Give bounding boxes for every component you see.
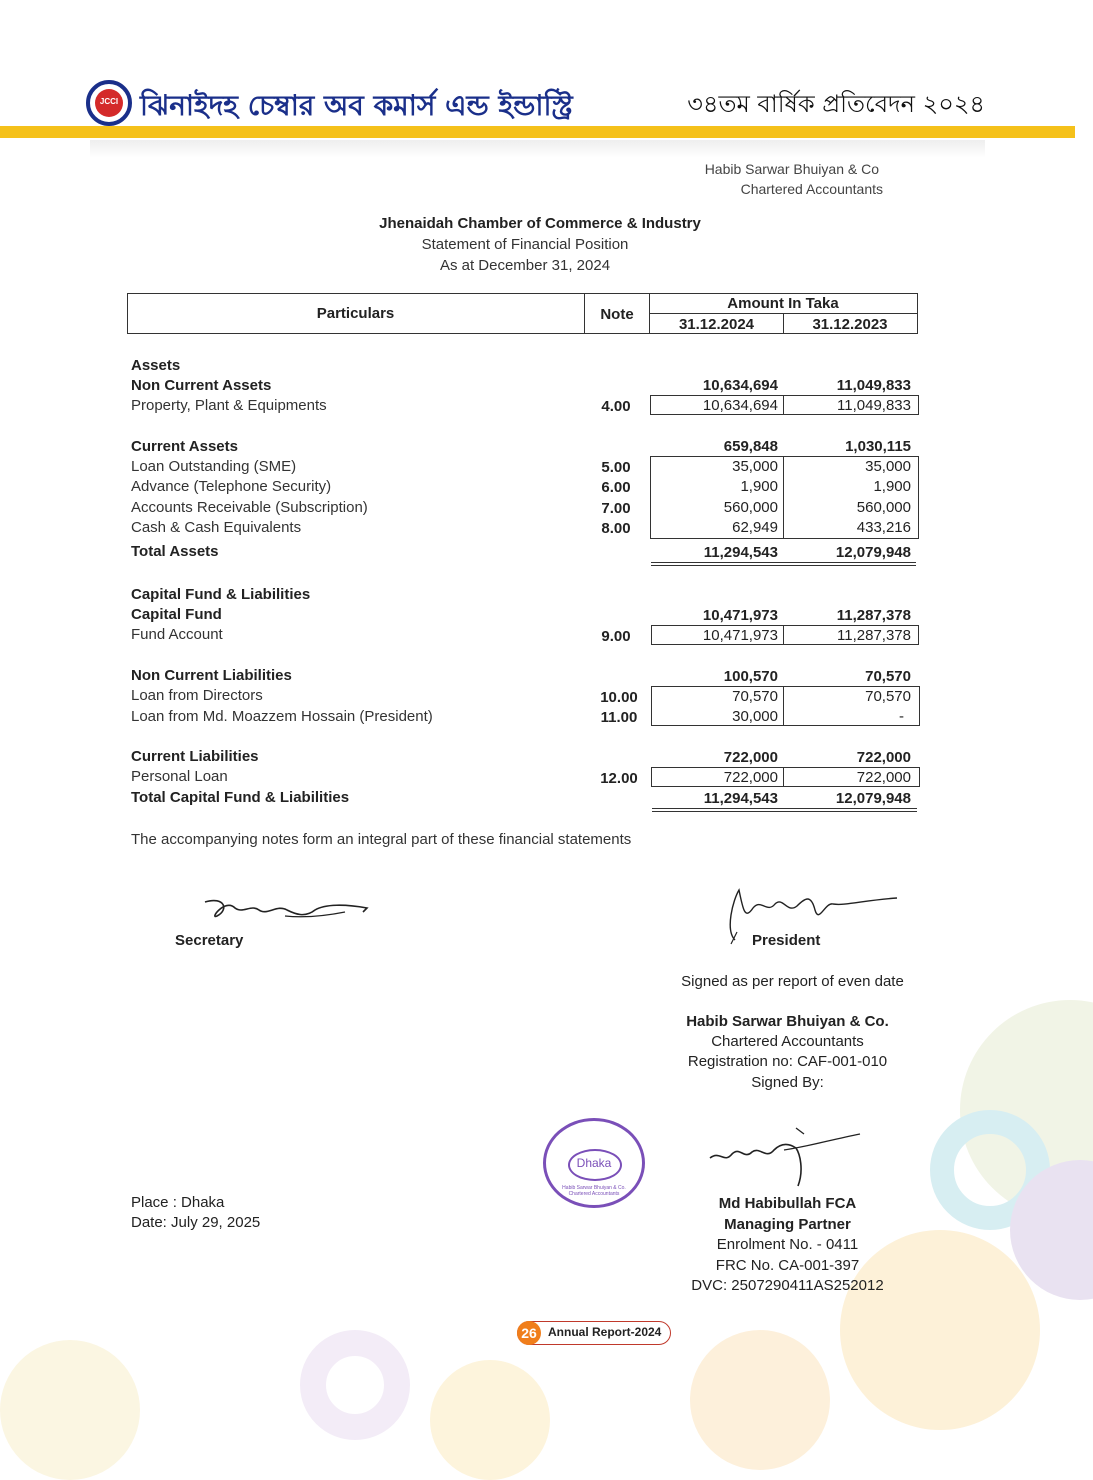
auditor-firm: Habib Sarwar Bhuiyan & Co. xyxy=(686,1013,889,1030)
row-label: Fund Account xyxy=(131,626,223,643)
row-label: Loan from Md. Moazzem Hossain (President) xyxy=(131,708,433,725)
partner-enrolment: Enrolment No. - 0411 xyxy=(716,1236,859,1253)
row-value-2023: 70,570 xyxy=(865,668,911,685)
row-value-2023: 433,216 xyxy=(856,519,911,536)
logo-text: JCCI xyxy=(99,97,119,106)
row-label: Current Assets xyxy=(131,438,238,455)
row-value-2023: 560,000 xyxy=(856,499,911,516)
statement-org: Jhenaidah Chamber of Commerce & Industry xyxy=(379,215,701,232)
secretary-signature xyxy=(195,890,375,930)
row-label: Total Assets xyxy=(131,543,219,560)
row-value-2023: 11,049,833 xyxy=(836,377,911,394)
auditor-type: Chartered Accountants xyxy=(711,1033,864,1050)
row-value-2024: 722,000 xyxy=(723,749,778,766)
double-underline xyxy=(651,562,916,563)
row-label: Total Capital Fund & Liabilities xyxy=(131,789,350,806)
stamp-center-text: Dhaka xyxy=(576,1156,612,1170)
row-note: 4.00 xyxy=(601,398,631,415)
organization-title-bn: ঝিনাইদহ চেম্বার অব কমার্স এন্ড ইন্ডাস্ট্রি xyxy=(140,89,573,122)
header-col-2024: 31.12.2024 xyxy=(678,316,755,333)
double-underline xyxy=(651,565,916,566)
double-underline xyxy=(652,811,917,812)
row-label: Property, Plant & Equipments xyxy=(131,397,327,414)
row-note: 11.00 xyxy=(600,709,638,726)
header-particulars: Particulars xyxy=(316,305,395,322)
row-label: Current Liabilities xyxy=(131,748,259,765)
secretary-label: Secretary xyxy=(175,932,244,949)
row-value-2023: 722,000 xyxy=(856,769,911,786)
auditor-type-top: Chartered Accountants xyxy=(740,181,883,197)
row-note: 7.00 xyxy=(601,500,631,517)
place: Place : Dhaka xyxy=(131,1194,225,1211)
row-value-2023: 1,900 xyxy=(873,478,911,495)
partner-name: Md Habibullah FCA xyxy=(718,1195,857,1212)
header-col-2023: 31.12.2023 xyxy=(812,316,888,333)
row-label: Loan from Directors xyxy=(131,687,263,704)
statement-title: Statement of Financial Position xyxy=(421,236,629,253)
row-note: 5.00 xyxy=(601,459,631,476)
row-note: 8.00 xyxy=(601,520,631,537)
date: Date: July 29, 2025 xyxy=(131,1214,261,1231)
row-note: 10.00 xyxy=(600,689,638,706)
row-value-2024: 30,000 xyxy=(732,708,778,725)
row-value-2024: 659,848 xyxy=(723,438,778,455)
row-label: Non Current Liabilities xyxy=(131,667,292,684)
auditor-signature xyxy=(700,1120,870,1190)
row-value-2024: 1,900 xyxy=(740,478,778,495)
decor-circle xyxy=(300,1330,410,1440)
row-note: 9.00 xyxy=(601,628,631,645)
row-value-2023: 35,000 xyxy=(865,458,911,475)
row-value-2024: 70,570 xyxy=(732,688,778,705)
header-bar xyxy=(0,126,1075,138)
row-value-2023: 11,287,378 xyxy=(836,607,911,624)
row-note: 12.00 xyxy=(600,770,638,787)
row-value-2024: 560,000 xyxy=(723,499,778,516)
row-value-2023: 11,287,378 xyxy=(837,627,911,644)
row-value-2023: 1,030,115 xyxy=(845,438,911,455)
auditor-registration: Registration no: CAF-001-010 xyxy=(687,1053,888,1070)
row-label: Capital Fund xyxy=(131,606,222,623)
row-value-2024: 100,570 xyxy=(723,668,778,685)
statement-date: As at December 31, 2024 xyxy=(439,257,611,274)
scan-edge xyxy=(90,140,985,158)
logo xyxy=(86,80,132,126)
signed-by: Signed By: xyxy=(751,1074,824,1091)
auditor-stamp xyxy=(543,1118,645,1208)
row-value-2024: 10,634,694 xyxy=(702,397,778,414)
signed-as-per: Signed as per report of even date xyxy=(681,973,904,990)
row-value-2023: 70,570 xyxy=(865,688,911,705)
row-value-2024: 722,000 xyxy=(723,769,778,786)
decor-circle xyxy=(430,1360,550,1480)
decor-circle xyxy=(0,1340,140,1480)
row-value-2024: 62,949 xyxy=(732,519,778,536)
header-amount: Amount In Taka xyxy=(727,295,839,312)
page-number: 26 xyxy=(517,1321,541,1345)
row-label: Non Current Assets xyxy=(131,377,272,394)
stamp-ring-text: Habib Sarwar Bhuiyan & Co. Chartered Accountants xyxy=(562,1185,626,1197)
row-label: Cash & Cash Equivalents xyxy=(131,519,302,536)
row-value-2024: 10,471,973 xyxy=(702,607,778,624)
decor-circle xyxy=(690,1330,830,1470)
footer-note: The accompanying notes form an integral part of these financial statements xyxy=(131,831,632,848)
section-capital-fund-liabilities: Capital Fund & Liabilities xyxy=(131,586,311,603)
annual-report-title-bn: ৩৪তম বার্ষিক প্রতিবেদন ২০২৪ xyxy=(687,90,985,118)
row-label: Accounts Receivable (Subscription) xyxy=(131,499,368,516)
section-assets: Assets xyxy=(131,357,181,374)
double-underline xyxy=(652,808,917,809)
row-value-2024: 35,000 xyxy=(732,458,778,475)
row-label: Personal Loan xyxy=(131,768,228,785)
row-value-2023: - xyxy=(899,708,904,725)
row-value-2024: 10,634,694 xyxy=(702,377,778,394)
row-value-2023: 12,079,948 xyxy=(835,790,911,807)
row-label: Advance (Telephone Security) xyxy=(131,478,332,495)
header-note: Note xyxy=(600,306,634,323)
row-value-2024: 10,471,973 xyxy=(702,627,778,644)
partner-role: Managing Partner xyxy=(724,1216,851,1233)
partner-dvc: DVC: 2507290411AS252012 xyxy=(691,1277,884,1294)
row-note: 6.00 xyxy=(601,479,631,496)
auditor-name-top: Habib Sarwar Bhuiyan & Co xyxy=(704,161,879,177)
row-value-2023: 722,000 xyxy=(856,749,911,766)
partner-frc: FRC No. CA-001-397 xyxy=(715,1257,860,1274)
row-value-2023: 12,079,948 xyxy=(835,544,911,561)
row-value-2024: 11,294,543 xyxy=(703,790,778,807)
row-label: Loan Outstanding (SME) xyxy=(131,458,297,475)
page-footer xyxy=(517,1321,671,1345)
president-label: President xyxy=(752,932,821,949)
row-value-2023: 11,049,833 xyxy=(837,397,911,414)
row-value-2024: 11,294,543 xyxy=(703,544,778,561)
page-label: Annual Report-2024 xyxy=(548,1325,662,1339)
